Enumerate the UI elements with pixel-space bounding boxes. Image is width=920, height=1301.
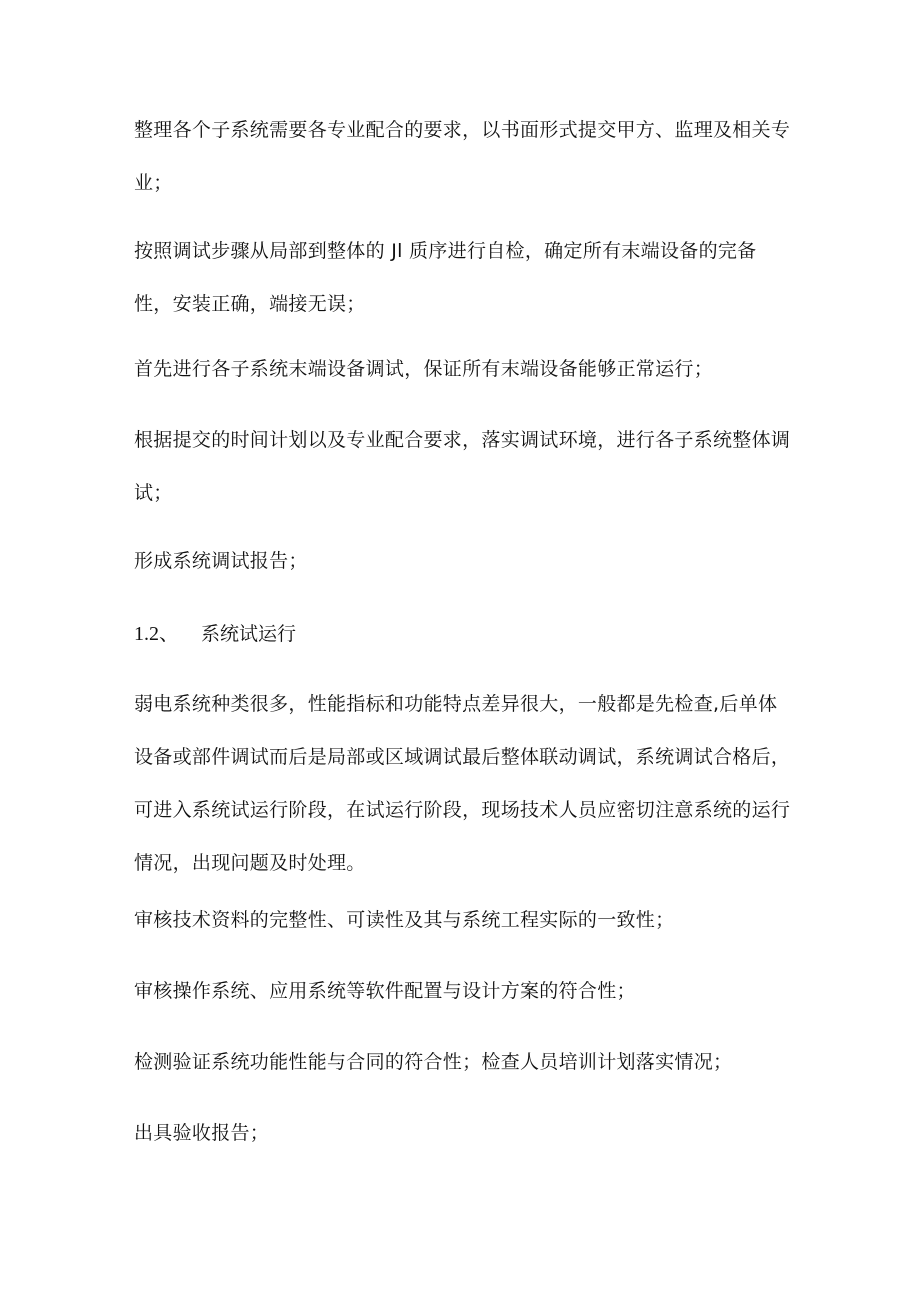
paragraph-terminal-debugging: 首先进行各子系统末端设备调试，保证所有末端设备能够正常运行； — [134, 358, 714, 380]
paragraph-review-documents: 审核技术资料的完整性、可读性及其与系统工程实际的一致性； — [134, 909, 675, 931]
section-title: 系统试运行 — [201, 623, 297, 645]
paragraph-verify-functions: 检测验证系统功能性能与合同的符合性；检查人员培训计划落实情况； — [134, 1051, 733, 1073]
section-number: 1.2、 — [134, 623, 179, 645]
paragraph-overall-debugging: 根据提交的时间计划以及专业配合要求，落实调试环境，进行各子系统整体调试； — [134, 429, 791, 504]
paragraph-coordination-requirements: 整理各个子系统需要各专业配合的要求，以书面形式提交甲方、监理及相关专业； — [134, 119, 791, 194]
paragraph-acceptance-report: 出具验收报告； — [134, 1122, 270, 1144]
paragraph-self-inspection: 按照调试步骤从局部到整体的 Jl 质序进行自检，确定所有末端设备的完备性，安装正确，端接无误； — [134, 240, 757, 315]
paragraph-trial-operation-description: 弱电系统种类很多，性能指标和功能特点差异很大，一般都是先检查,后单体设备或部件调试而后是局部或区域调试最后整体联动调试，系统调试合格后，可进入系统试运行阶段，在试运行阶段，现场技术人员应密切注意系统的运行情况，出现问题及时处理。 — [134, 693, 791, 874]
paragraph-review-software: 审核操作系统、应用系统等软件配置与设计方案的符合性； — [134, 980, 636, 1002]
section-heading — [134, 608, 296, 661]
paragraph-debug-report: 形成系统调试报告； — [134, 550, 308, 572]
